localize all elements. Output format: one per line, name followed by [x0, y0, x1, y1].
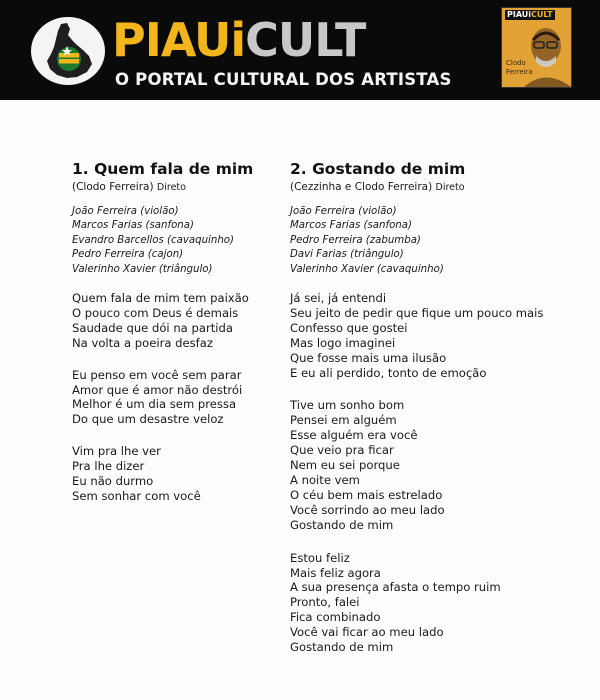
lyric-line: Sem sonhar com você [72, 489, 201, 503]
musician: Marcos Farias (sanfona) [290, 220, 412, 232]
lyric-line: Pronto, falei [290, 595, 360, 610]
album-brand-b: CULT [531, 10, 553, 19]
lyrics-stanza [290, 291, 590, 380]
lyric-line: Eu não durmo [72, 474, 154, 489]
lyric-line: Que veio pra ficar [290, 443, 394, 458]
musician: Pedro Ferreira (cajon) [72, 249, 184, 261]
musician-list [72, 205, 287, 277]
lyric-line: Você vai ficar ao meu lado [290, 625, 444, 640]
musician: Valerinho Xavier (cavaquinho) [290, 263, 444, 275]
lyric-line: Tive um sonho bom [290, 398, 405, 413]
composer: (Clodo Ferreira) [72, 181, 154, 193]
song-2-column [290, 159, 590, 655]
lyric-line: Na volta a poeira desfaz [72, 335, 213, 350]
lyric-line: Mais feliz agora [290, 565, 381, 580]
lyrics-stanza [290, 551, 590, 655]
musician: Marcos Farias (sanfona) [72, 220, 194, 232]
lyric-line: Gostando de mim [290, 517, 394, 532]
musician: João Ferreira (violão) [290, 206, 397, 217]
lyric-line: Eu penso em você sem parar [72, 367, 242, 382]
lyric-line: Que fosse mais uma ilusão [290, 350, 447, 365]
lyric-line: Gostando de mim [290, 640, 394, 655]
lyrics-stanza [72, 368, 287, 428]
song-title: 1. Quem fala de mim [72, 160, 254, 178]
lyrics-stanza [72, 444, 287, 504]
lyric-line: Já sei, já entendi [290, 291, 387, 306]
brand-cult: CULT [245, 13, 366, 67]
lyric-line: Fica combinado [290, 610, 381, 625]
lyric-line: A noite vem [290, 473, 360, 487]
song-title: 2. Gostando de mim [290, 160, 466, 178]
lyrics-stanza [72, 291, 287, 351]
song-credit [72, 180, 287, 195]
lyric-line: Nem eu sei porque [290, 458, 400, 473]
song-credit [290, 180, 590, 195]
lyric-line: E eu ali perdido, tonto de emoção [290, 365, 487, 380]
lyric-line: Pra lhe dizer [72, 459, 145, 474]
album-artist-name: Clodo Ferreira [506, 59, 533, 76]
album-brand [505, 10, 555, 20]
album-cover-thumbnail[interactable] [501, 7, 572, 88]
lyric-line: Confesso que gostei [290, 320, 408, 335]
brand-piaui: PIAUi [112, 13, 246, 67]
musician: João Ferreira (violão) [72, 206, 179, 217]
lyric-line: Do que um desastre veloz [72, 412, 224, 427]
lyric-line: O pouco com Deus é demais [72, 305, 239, 320]
lyric-line: Esse alguém era você [290, 428, 418, 443]
brand-tagline: O PORTAL CULTURAL DOS ARTISTAS [115, 70, 452, 89]
recording-note: Direto [435, 182, 465, 193]
recording-note: Direto [156, 182, 186, 193]
lyrics-stanza [290, 398, 590, 532]
lyric-line: Mas logo imaginei [290, 335, 396, 350]
lyric-line: Você sorrindo ao meu lado [290, 502, 445, 517]
lyric-line: O céu bem mais estrelado [290, 487, 443, 502]
musician-list [290, 205, 590, 277]
lyric-line: Pensei em alguém [290, 413, 397, 428]
brand-logotype[interactable] [112, 14, 365, 66]
lyric-line: A sua presença afasta o tempo ruim [290, 580, 501, 595]
lyric-line: Vim pra lhe ver [72, 444, 161, 459]
lyric-line: Quem fala de mim tem paixão [72, 291, 249, 306]
piaui-map-logo-icon[interactable] [31, 17, 105, 85]
song-1-column [72, 159, 287, 504]
lyric-line: Seu jeito de pedir que fique um pouco mais [290, 305, 544, 320]
lyric-line: Amor que é amor não destrói [72, 382, 243, 397]
piaui-state-map-icon [37, 20, 99, 82]
musician: Davi Farias (triângulo) [290, 249, 404, 261]
musician: Pedro Ferreira (zabumba) [290, 234, 421, 246]
site-header [0, 0, 600, 100]
musician: Evandro Barcellos (cavaquinho) [72, 234, 234, 246]
composer: (Cezzinha e Clodo Ferreira) [290, 181, 433, 193]
lyric-line: Estou feliz [290, 550, 350, 565]
musician: Valerinho Xavier (triângulo) [72, 263, 213, 275]
album-brand-a: PIAUi [507, 10, 532, 19]
lyric-line: Saudade que dói na partida [72, 320, 233, 335]
lyric-line: Melhor é um dia sem pressa [72, 397, 237, 412]
